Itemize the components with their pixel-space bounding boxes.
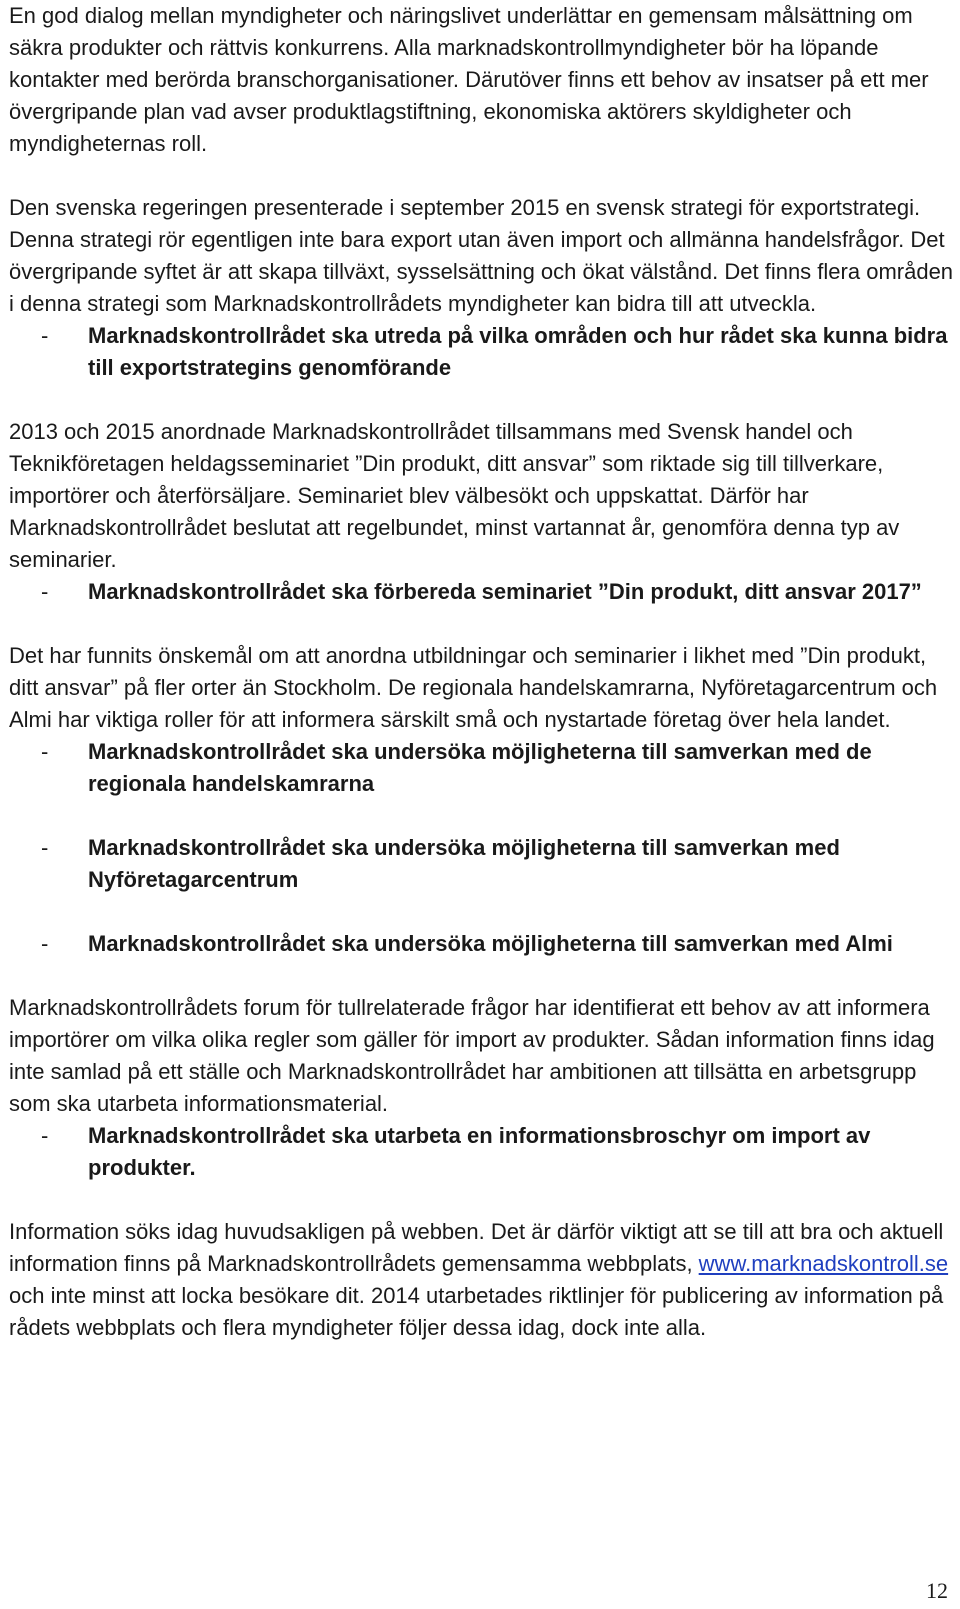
- bullet-dash: -: [41, 739, 49, 764]
- spacer: [9, 1184, 954, 1216]
- paragraph-dialog: En god dialog mellan myndigheter och näringslivet underlättar en gemensam målsättning om säkra produkter och rättvis konkurrens. Alla marknadskontrollmyndigheter bör ha löpande kontakter med berörda branschorganisationer. Därutöver finns ett behov av insatser på ett mer övergripande plan vad avser produktlagstiftning, ekonomiska aktörers skyldigheter och myndigheternas roll.: [9, 3, 929, 156]
- paragraph-webb: [9, 1216, 954, 1344]
- bullet-item-seminar: [9, 576, 954, 608]
- page-number: 12: [926, 1578, 948, 1603]
- spacer: [9, 608, 954, 640]
- paragraph-export-strategy: Den svenska regeringen presenterade i september 2015 en svensk strategi för exportstrategi. Denna strategi rör egentligen inte bara export utan även import och allmänna handelsfrågor. Det övergripande syftet är att skapa tillväxt, sysselsättning och ökat välstånd. Det finns flera områden i denna strategi som Marknadskontrollrådets myndigheter kan bidra till att utveckla.: [9, 195, 954, 316]
- spacer: [9, 800, 954, 832]
- paragraph-tull-forum: Marknadskontrollrådets forum för tullrelaterade frågor har identifierat ett behov av att informera importörer om vilka olika regler som gäller för import av produkter. Sådan information finns idag inte samlad på ett ställe och Marknadskontrollrådet har ambitionen att tillsätta en arbetsgrupp som ska utarbeta informationsmaterial.: [9, 995, 935, 1116]
- spacer: [9, 384, 954, 416]
- bullet-text: Marknadskontrollrådet ska utreda på vilka områden och hur rådet ska kunna bidra till exportstrategins genomförande: [88, 323, 948, 380]
- spacer: [9, 160, 954, 192]
- paragraph-regional: Det har funnits önskemål om att anordna utbildningar och seminarier i likhet med ”Din produkt, ditt ansvar” på fler orter än Stockholm. De regionala handelskamrarna, Nyföretagarcentrum och Almi har viktiga roller för att informera särskilt små och nystartade företag över hela landet.: [9, 643, 938, 732]
- bullet-dash: -: [41, 1123, 49, 1148]
- bullet-dash: -: [41, 323, 49, 348]
- paragraph-webb-text-end: och inte minst att locka besökare dit. 2014 utarbetades riktlinjer för publicering av information på rådets webbplats och flera myndigheter följer dessa idag, dock inte alla.: [9, 1283, 944, 1340]
- paragraph-seminar: 2013 och 2015 anordnade Marknadskontrollrådet tillsammans med Svensk handel och Teknikföretagen heldagsseminariet ”Din produkt, ditt ansvar” som riktade sig till tillverkare, importörer och återförsäljare. Seminariet blev välbesökt och uppskattat. Därför har Marknadskontrollrådet beslutat att regelbundet, minst vartannat år, genomföra denna typ av seminarier.: [9, 419, 900, 572]
- paragraph-webb-text-start: Information söks idag huvudsakligen på webben. Det är därför viktigt att se till att bra och aktuell information finns på Marknadskontrollrådets gemensamma webbplats,: [9, 1219, 944, 1276]
- bullet-item-almi: [9, 928, 954, 960]
- document-page: [9, 0, 954, 1344]
- website-link[interactable]: www.marknadskontroll.se: [698, 1251, 949, 1276]
- bullet-item-handelskamrarna: [9, 736, 954, 800]
- bullet-item-export: [9, 320, 954, 384]
- bullet-text: Marknadskontrollrådet ska undersöka möjligheterna till samverkan med Nyföretagarcentrum: [88, 835, 840, 892]
- bullet-text: Marknadskontrollrådet ska förbereda seminariet ”Din produkt, ditt ansvar 2017”: [88, 579, 922, 604]
- bullet-item-nyforetagarcentrum: [9, 832, 954, 896]
- bullet-dash: -: [41, 931, 49, 956]
- bullet-text: Marknadskontrollrådet ska undersöka möjligheterna till samverkan med Almi: [88, 931, 893, 956]
- spacer: [9, 896, 954, 928]
- spacer: [9, 960, 954, 992]
- bullet-item-broschyr: [9, 1120, 954, 1184]
- bullet-dash: -: [41, 579, 49, 604]
- bullet-text: Marknadskontrollrådet ska utarbeta en informationsbroschyr om import av produkter.: [88, 1123, 871, 1180]
- bullet-text: Marknadskontrollrådet ska undersöka möjligheterna till samverkan med de regionala handelskamrarna: [88, 739, 872, 796]
- bullet-dash: -: [41, 835, 49, 860]
